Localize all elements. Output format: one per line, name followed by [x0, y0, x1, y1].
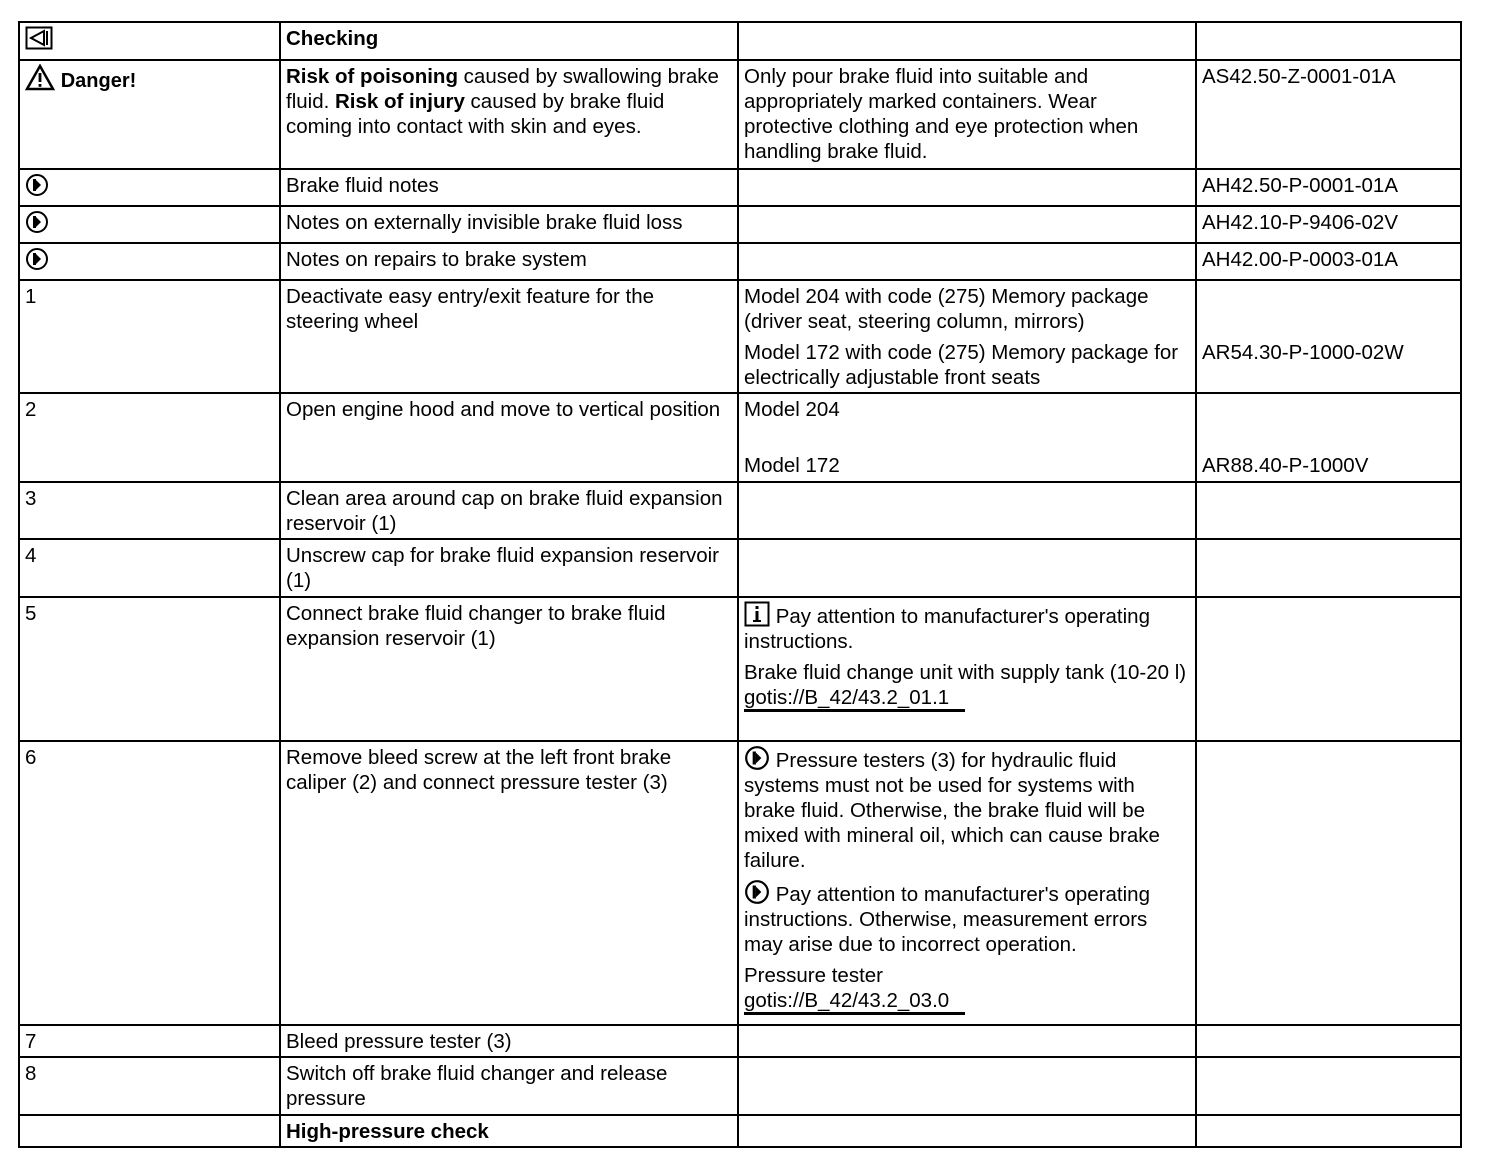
tool-link[interactable]: gotis://B_42/43.2_01.1 [744, 687, 965, 712]
step-number: 3 [19, 482, 280, 539]
step-row [19, 482, 1461, 539]
step-row [19, 539, 1461, 597]
note-ref-link[interactable]: AH42.50-P-0001-01A [1196, 169, 1461, 206]
step-action: Remove bleed screw at the left front brake caliper (2) and connect pressure tester (3) [280, 741, 738, 1025]
step-action: Deactivate easy entry/exit feature for the steering wheel [280, 280, 738, 393]
back-icon-cell [19, 22, 280, 60]
step-ref [1196, 393, 1461, 482]
step-row [19, 393, 1461, 482]
step-action: Open engine hood and move to vertical position [280, 393, 738, 482]
step-row [19, 1025, 1461, 1057]
note-text: Notes on externally invisible brake fluid loss [280, 206, 738, 243]
procedure-table [18, 21, 1462, 1148]
note-hand-icon [744, 745, 770, 771]
note-hand-icon [25, 173, 49, 197]
step-action: Bleed pressure tester (3) [280, 1025, 738, 1057]
note-hand-icon [744, 879, 770, 905]
step-number: 8 [19, 1057, 280, 1115]
step-notes: Model 204 Model 172 [738, 393, 1196, 482]
back-arrow-icon[interactable] [25, 26, 53, 50]
section-title: High-pressure check [280, 1115, 738, 1147]
step-action: Clean area around cap on brake fluid expansion reservoir (1) [280, 482, 738, 539]
danger-measure: Only pour brake fluid into suitable and appropriately marked containers. Wear protective clothing and eye protection when handling brake fluid. [738, 60, 1196, 169]
step-action: Unscrew cap for brake fluid expansion reservoir (1) [280, 539, 738, 597]
section-title: Checking [280, 22, 738, 60]
step-ref-link[interactable]: AR88.40-P-1000V [1202, 454, 1369, 477]
step-ref [1196, 280, 1461, 393]
step-number: 2 [19, 393, 280, 482]
step-row [19, 1057, 1461, 1115]
note-text: Notes on repairs to brake system [280, 243, 738, 280]
step-row [19, 597, 1461, 741]
step-row [19, 280, 1461, 393]
note-hand-icon [25, 210, 49, 234]
step-number: 4 [19, 539, 280, 597]
note-ref-link[interactable]: AH42.00-P-0003-01A [1196, 243, 1461, 280]
step-action: Connect brake fluid changer to brake fluid expansion reservoir (1) [280, 597, 738, 741]
step-number: 6 [19, 741, 280, 1025]
info-icon [744, 601, 770, 627]
step-notes: Pay attention to manufacturer's operating instructions. Brake fluid change unit with supply tank (10-20 l) gotis://B_42/43.2_01.1 [738, 597, 1196, 741]
section-header-row [19, 22, 1461, 60]
note-row [19, 206, 1461, 243]
step-number: 1 [19, 280, 280, 393]
tool-link[interactable]: gotis://B_42/43.2_03.0 [744, 990, 965, 1015]
step-notes: Pressure testers (3) for hydraulic fluid systems must not be used for systems with brake fluid. Otherwise, the brake fluid will be mixed with mineral oil, which can cause brake failure. Pay attention to manufacturer's operating instructions. Otherwise, measurement errors may arise due to incorrect operation. Pressure tester gotis://B_42/43.2_03.0 [738, 741, 1196, 1025]
note-row [19, 169, 1461, 206]
section-header-row [19, 1115, 1461, 1147]
step-row [19, 741, 1461, 1025]
note-hand-icon [25, 247, 49, 271]
danger-description: Risk of poisoning caused by swallowing brake fluid. Risk of injury caused by brake fluid coming into contact with skin and eyes. [280, 60, 738, 169]
danger-label: Danger! [60, 70, 137, 92]
note-ref-link[interactable]: AH42.10-P-9406-02V [1196, 206, 1461, 243]
step-action: Switch off brake fluid changer and release pressure [280, 1057, 738, 1115]
warning-triangle-icon [25, 64, 55, 91]
note-row [19, 243, 1461, 280]
note-text: Brake fluid notes [280, 169, 738, 206]
step-number: 7 [19, 1025, 280, 1057]
danger-ref-link[interactable]: AS42.50-Z-0001-01A [1196, 60, 1461, 169]
danger-cell [19, 60, 280, 169]
danger-row [19, 60, 1461, 169]
step-notes: Model 204 with code (275) Memory package (driver seat, steering column, mirrors) Model 172 with code (275) Memory package for electrically adjustable front seats [738, 280, 1196, 393]
step-number: 5 [19, 597, 280, 741]
step-ref-link[interactable]: AR54.30-P-1000-02W [1202, 341, 1404, 364]
